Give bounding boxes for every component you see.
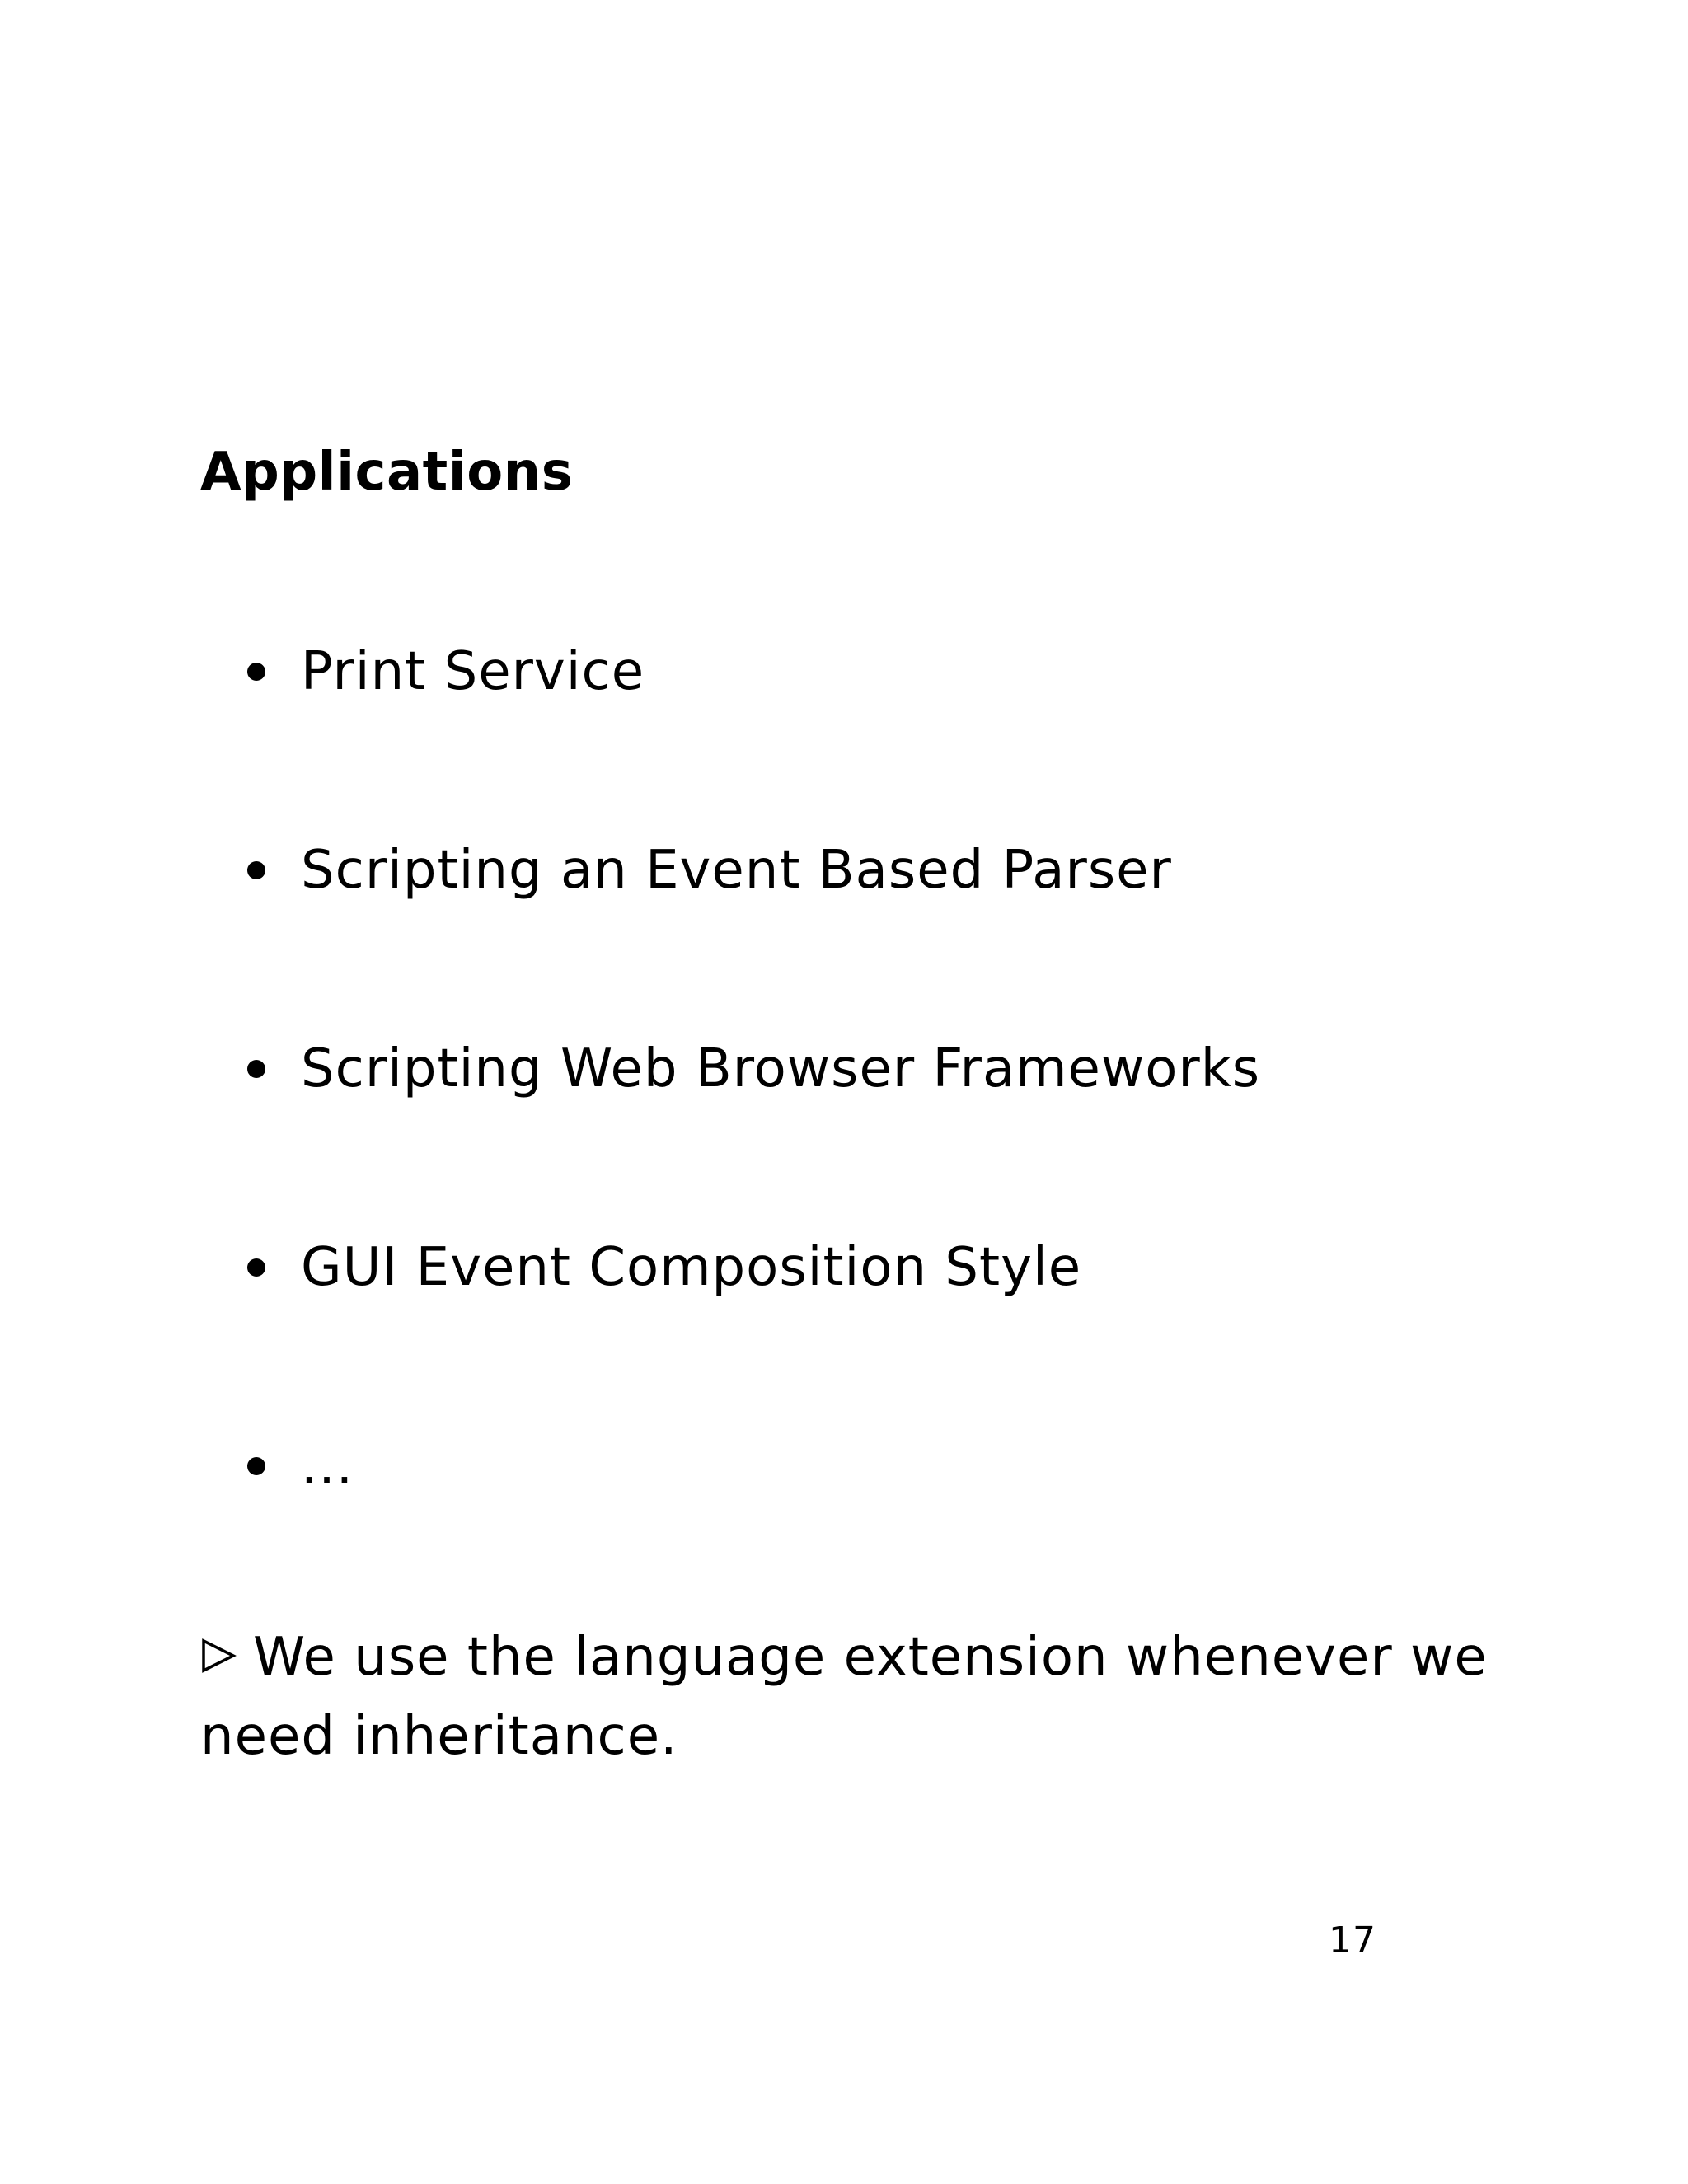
note-paragraph — [200, 1619, 1519, 1775]
page-number: 17 — [1329, 1919, 1376, 1961]
list-item-text: ... — [301, 1436, 354, 1497]
note-text-1: We use the language extension whenever we — [253, 1627, 1488, 1688]
note-line-2: need inheritance. — [200, 1705, 678, 1767]
list-item — [247, 1032, 1260, 1106]
list-item-text: GUI Event Composition Style — [301, 1237, 1082, 1298]
list-item — [247, 1230, 1081, 1305]
list-item-text: Scripting an Event Based Parser — [301, 840, 1172, 901]
bullet-icon — [247, 663, 265, 681]
bullet-icon — [247, 1457, 265, 1475]
triangle-right-icon — [200, 1619, 237, 1695]
list-item-text: Print Service — [301, 641, 645, 702]
page-title: Applications — [200, 442, 574, 503]
note-line-1 — [200, 1619, 1519, 1699]
list-item — [247, 833, 1172, 907]
list-item — [247, 635, 645, 709]
list-item-text: Scripting Web Browser Frameworks — [301, 1038, 1261, 1099]
bullet-icon — [247, 1258, 265, 1277]
list-item — [247, 1429, 354, 1503]
bullet-icon — [247, 861, 265, 879]
bullet-icon — [247, 1060, 265, 1078]
